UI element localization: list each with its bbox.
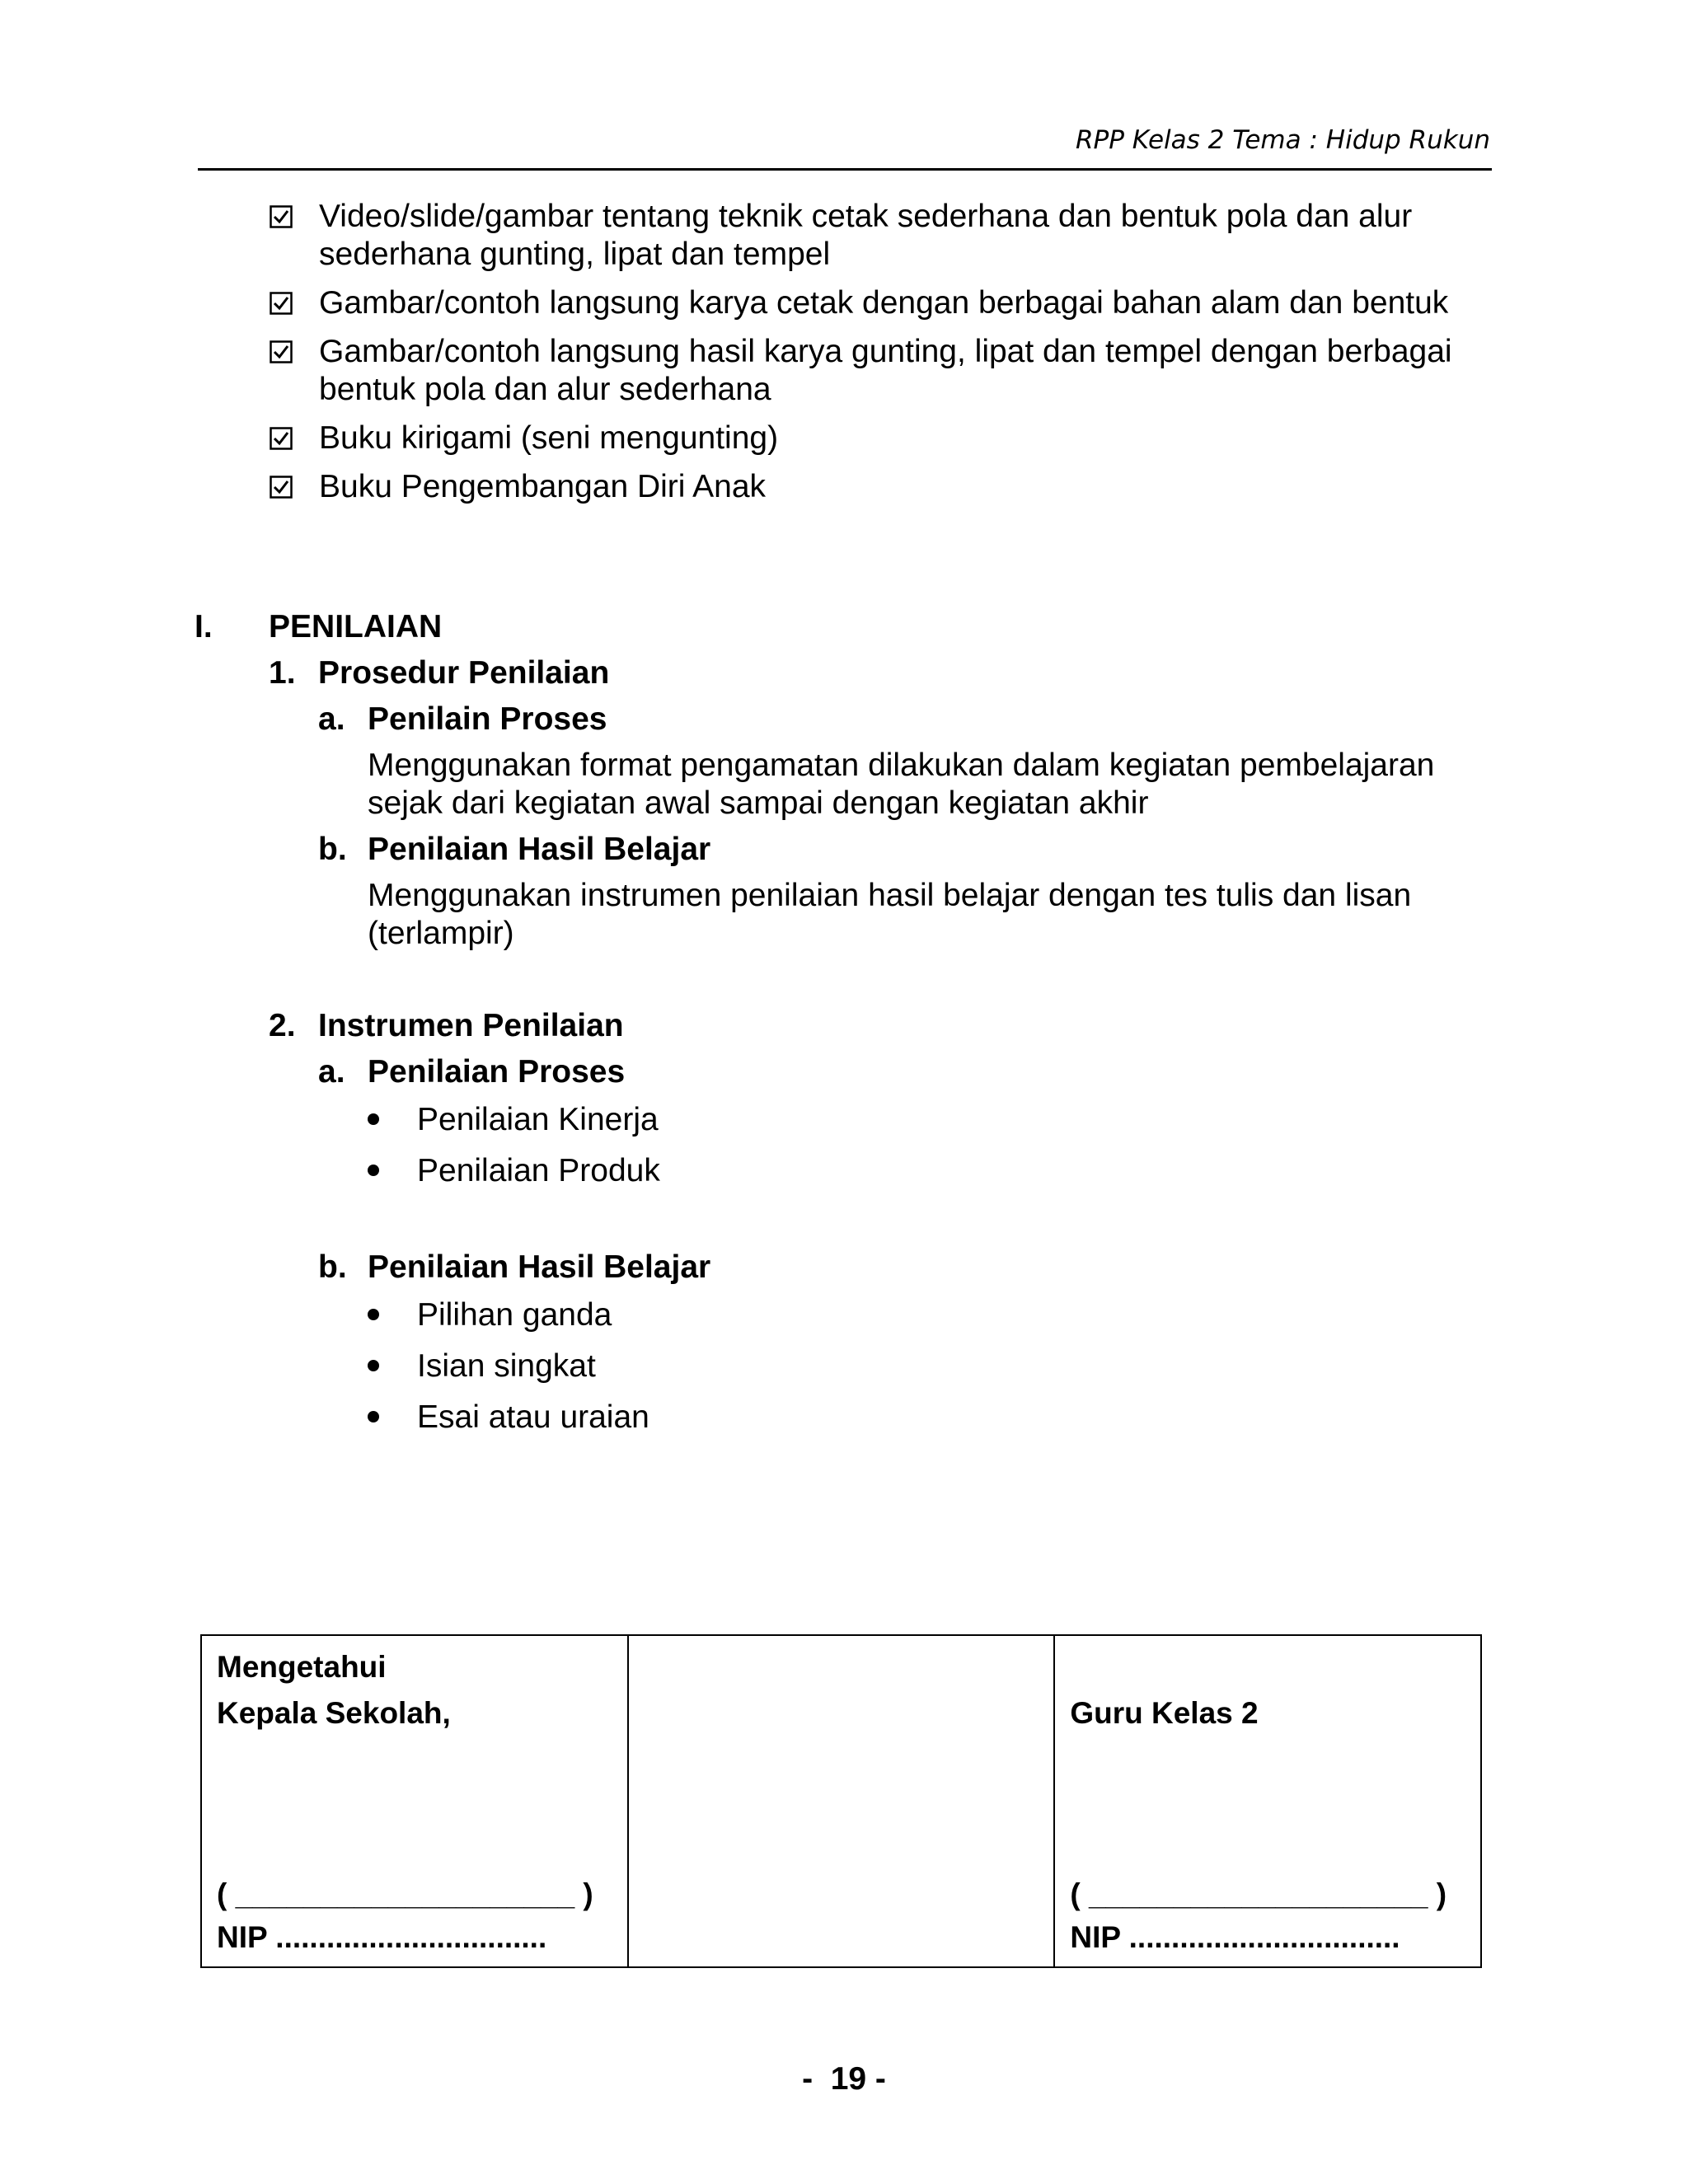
list-item-text: Pilihan ganda: [417, 1297, 612, 1333]
item-description: Menggunakan format pengamatan dilakukan dalam kegiatan pembelajaran sejak dari kegiatan awal sampai dengan kegiatan akhir: [368, 748, 1435, 821]
checkbox-checked-icon: [270, 205, 293, 228]
item-title: Penilaian Hasil Belajar: [368, 832, 711, 867]
bullet-icon: [368, 1165, 379, 1176]
item-label: a.: [318, 1054, 345, 1090]
list-item-text: Isian singkat: [417, 1348, 596, 1384]
item-label: b.: [318, 1249, 347, 1285]
media-checklist: [268, 198, 1504, 517]
signature-nip: NIP ................................: [1070, 1920, 1400, 1954]
list-item-text: Buku kirigami (seni mengunting): [319, 420, 779, 456]
signature-cell-principal: [202, 1636, 629, 1966]
bullet-icon: [368, 1309, 379, 1320]
list-item-text: Penilaian Produk: [417, 1153, 660, 1188]
signature-role: Kepala Sekolah,: [217, 1696, 451, 1730]
signature-caption: Mengetahui: [217, 1650, 387, 1684]
signature-cell-teacher: [1055, 1636, 1480, 1966]
checkbox-checked-icon: [270, 476, 293, 499]
header-title: RPP Kelas 2 Tema : Hidup Rukun: [1075, 125, 1490, 155]
item-label: b.: [318, 832, 347, 867]
subsection-title: Prosedur Penilaian: [318, 655, 610, 691]
list-item-text: Buku Pengembangan Diri Anak: [319, 469, 767, 504]
item-description: Menggunakan instrumen penilaian hasil belajar dengan tes tulis dan lisan (terlampir): [368, 878, 1412, 951]
subsection-number: 2.: [269, 1008, 296, 1043]
page-number: - 19 -: [802, 2061, 886, 2097]
list-item: [268, 284, 1504, 322]
bullet-icon: [368, 1360, 379, 1371]
list-item-text: Gambar/contoh langsung hasil karya gunting, lipat dan tempel dengan berbagai bentuk pola dan alur sederhana: [319, 334, 1452, 407]
list-item-text: Gambar/contoh langsung karya cetak dengan berbagai bahan alam dan bentuk: [319, 285, 1449, 321]
list-item-text: Esai atau uraian: [417, 1399, 649, 1435]
section-title: PENILAIAN: [269, 609, 443, 644]
checkbox-checked-icon: [270, 427, 293, 450]
list-item-text: Video/slide/gambar tentang teknik cetak sederhana dan bentuk pola dan alur sederhana gunting, lipat dan tempel: [319, 199, 1413, 272]
section-number: I.: [195, 609, 213, 644]
list-item-text: Penilaian Kinerja: [417, 1102, 659, 1137]
item-title: Penilaian Proses: [368, 1054, 626, 1090]
bullet-icon: [368, 1411, 379, 1422]
signature-name-line: ( ____________________ ): [217, 1877, 593, 1911]
item-title: Penilaian Hasil Belajar: [368, 1249, 711, 1285]
signature-table: [200, 1634, 1482, 1968]
item-title: Penilain Proses: [368, 701, 607, 737]
checkbox-checked-icon: [270, 340, 293, 363]
item-label: a.: [318, 701, 345, 737]
list-item: [268, 198, 1504, 274]
bullet-icon: [368, 1113, 379, 1125]
signature-nip: NIP ................................: [217, 1920, 547, 1954]
subsection-title: Instrumen Penilaian: [318, 1008, 624, 1043]
signature-cell-empty: [629, 1636, 1056, 1966]
list-item: [268, 333, 1504, 409]
list-item: [268, 419, 1504, 457]
list-item: [268, 468, 1504, 506]
subsection-number: 1.: [269, 655, 296, 691]
checkbox-checked-icon: [270, 292, 293, 315]
signature-role: Guru Kelas 2: [1070, 1696, 1259, 1730]
signature-name-line: ( ____________________ ): [1070, 1877, 1447, 1911]
header-divider: [198, 168, 1492, 171]
